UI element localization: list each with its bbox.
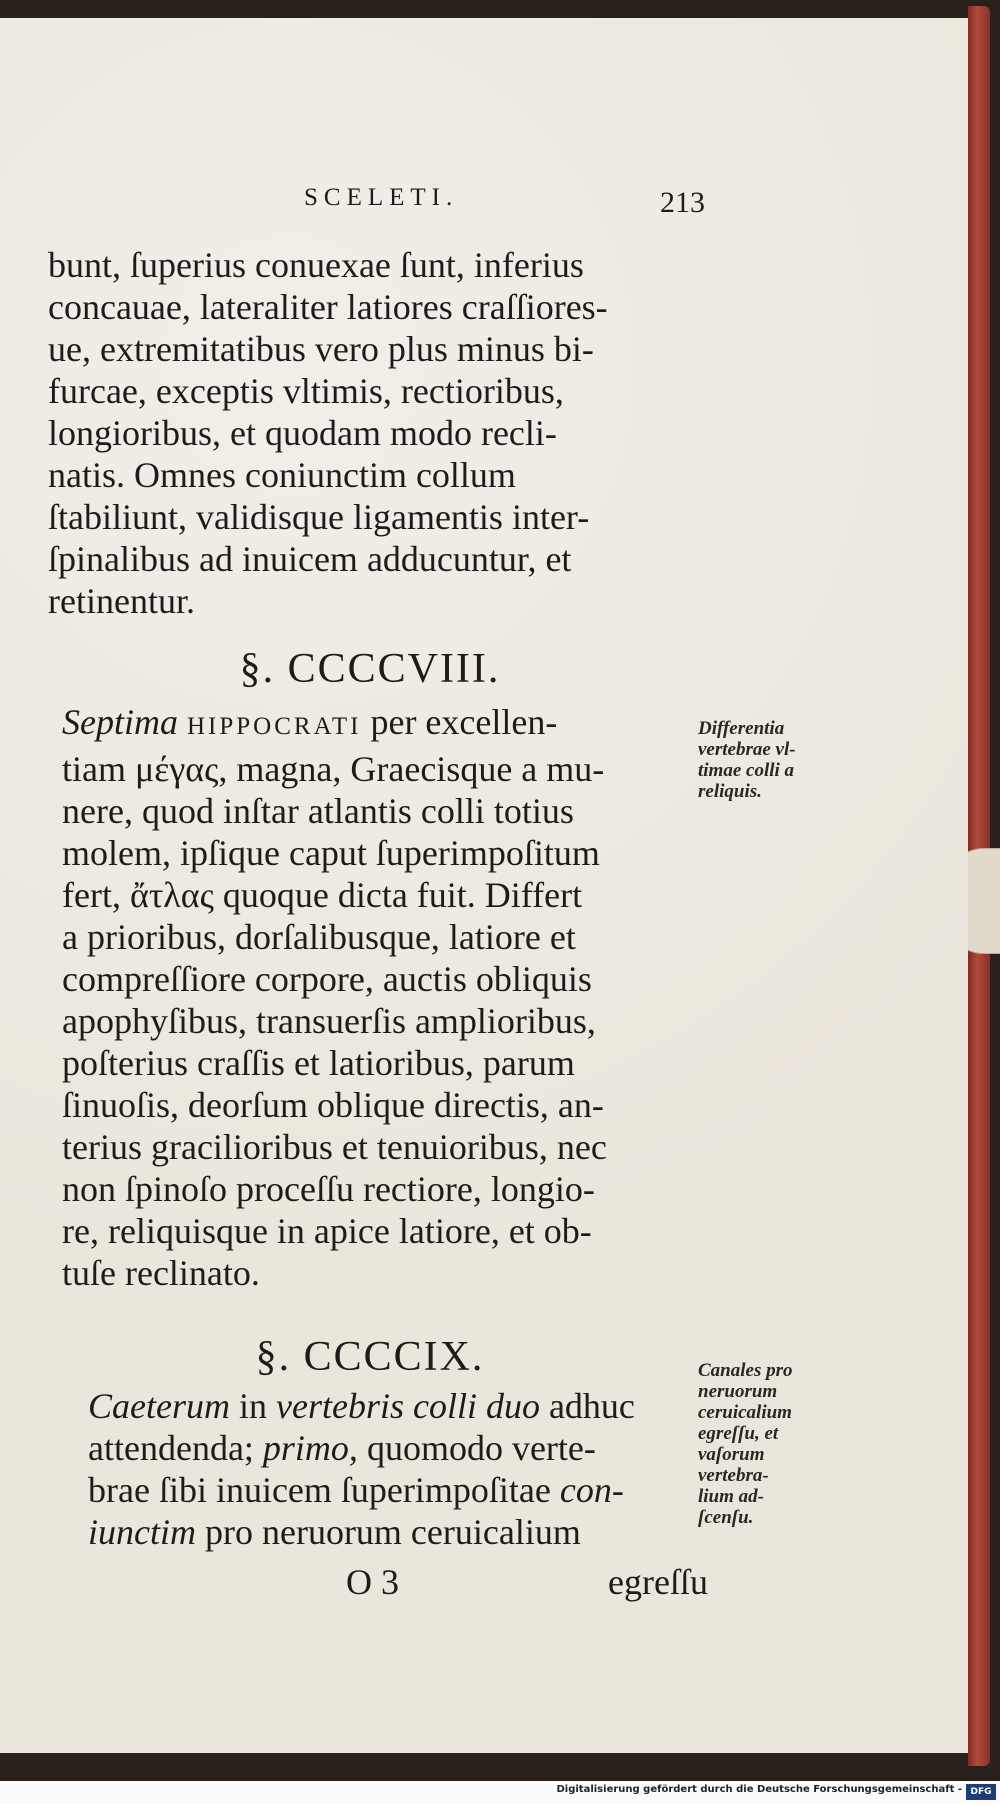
catchword: egreſſu xyxy=(608,1562,708,1602)
text-line: ſtabiliunt, validisque ligamentis inter- xyxy=(48,497,590,537)
italic-word: Caeterum xyxy=(88,1386,230,1426)
text-line: ſpinalibus ad inuicem adducuntur, et xyxy=(48,539,572,579)
text-fragment: adhuc xyxy=(539,1386,635,1426)
author-name: HIPPOCRATI xyxy=(186,713,362,740)
margin-note-line: vertebra- xyxy=(698,1465,769,1486)
text-line: compreſſiore corpore, auctis obliquis xyxy=(62,959,592,999)
margin-note-line: ſcenſu. xyxy=(698,1507,754,1528)
margin-note-line: vaſorum xyxy=(698,1444,765,1465)
text-line xyxy=(48,701,708,748)
book-page xyxy=(0,18,968,1753)
margin-note-line: Canales pro xyxy=(698,1360,793,1381)
text-line xyxy=(48,1511,708,1553)
italic-word: primo, xyxy=(262,1428,358,1468)
text-line: non ſpinoſo proceſſu rectiore, longio- xyxy=(62,1169,595,1209)
margin-note-line: reliquis. xyxy=(698,781,762,802)
dfg-logo: DFG xyxy=(966,1784,996,1800)
page-footer-line xyxy=(48,1561,708,1605)
italic-word: con- xyxy=(559,1470,624,1510)
margin-note xyxy=(698,1360,838,1528)
text-fragment: attendenda; xyxy=(88,1428,263,1468)
text-line: tuſe reclinato. xyxy=(62,1253,260,1293)
text-fragment: quomodo verte- xyxy=(357,1428,596,1468)
text-line: tiam μέγας, magna, Graecisque a mu- xyxy=(62,749,605,789)
text-fragment: per excellen- xyxy=(361,702,558,742)
text-line: bunt, ſuperius conuexae ſunt, inferius xyxy=(48,245,584,285)
running-title: SCELETI. xyxy=(304,184,459,211)
margin-note-line: egreſſu, et xyxy=(698,1423,779,1444)
text-fragment: in xyxy=(229,1386,276,1426)
section-heading: §. CCCCVIII. xyxy=(239,646,501,692)
text-line: molem, ipſique caput ſuperimpoſitum xyxy=(62,833,600,873)
margin-note-line: neruorum xyxy=(698,1381,778,1402)
funding-credit: Digitalisierung gefördert durch die Deutsche Forschungsgemeinschaft - xyxy=(556,1784,962,1795)
page-number: 213 xyxy=(660,186,705,219)
text-line xyxy=(48,1469,708,1511)
digitization-footer xyxy=(0,1781,1000,1804)
text-line: fert, ἄτλας quoque dicta fuit. Differt xyxy=(62,875,583,915)
italic-word: Septima xyxy=(62,702,178,742)
text-line: longioribus, et quodam modo recli- xyxy=(48,413,557,453)
signature-mark: O 3 xyxy=(346,1562,399,1602)
text-line: nere, quod inſtar atlantis colli totius xyxy=(62,791,574,831)
paragraph-section-409 xyxy=(48,1385,708,1553)
text-line: terius gracilioribus et tenuioribus, nec xyxy=(62,1127,607,1167)
text-line: natis. Omnes coniunctim collum xyxy=(48,455,516,495)
paragraph-continuation xyxy=(48,244,708,622)
text-line: a prioribus, dorſalibusque, latiore et xyxy=(62,917,576,957)
section-heading: §. CCCCIX. xyxy=(255,1334,485,1380)
text-line: re, reliquisque in apice latiore, et ob- xyxy=(62,1211,592,1251)
italic-phrase: vertebris colli duo xyxy=(276,1386,540,1426)
text-line: ue, extremitatibus vero plus minus bi- xyxy=(48,329,594,369)
text-fragment: pro neruorum ceruicalium xyxy=(195,1512,581,1552)
margin-note-line: Differentia xyxy=(698,718,785,739)
margin-note-line: timae colli a xyxy=(698,760,795,781)
text-line: apophyſibus, transuerſis amplioribus, xyxy=(62,1001,596,1041)
text-line: retinentur. xyxy=(48,581,195,621)
paragraph-section-408 xyxy=(48,701,708,1294)
margin-note-line: vertebrae vl- xyxy=(698,739,796,760)
margin-note-line: ceruicalium xyxy=(698,1402,792,1423)
margin-note xyxy=(698,718,838,802)
text-line: poſterius craſſis et latioribus, parum xyxy=(62,1043,575,1083)
margin-note-line: lium ad- xyxy=(698,1486,764,1507)
text-line xyxy=(48,1427,708,1469)
text-line xyxy=(48,1385,708,1427)
text-line: ſinuoſis, deorſum oblique directis, an- xyxy=(62,1085,604,1125)
italic-word: iunctim xyxy=(88,1512,196,1552)
running-head xyxy=(0,184,968,220)
text-line: concauae, lateraliter latiores craſſiores- xyxy=(48,287,608,327)
text-line: furcae, exceptis vltimis, rectioribus, xyxy=(48,371,564,411)
text-fragment: brae ſibi inuicem ſuperimpoſitae xyxy=(88,1470,560,1510)
